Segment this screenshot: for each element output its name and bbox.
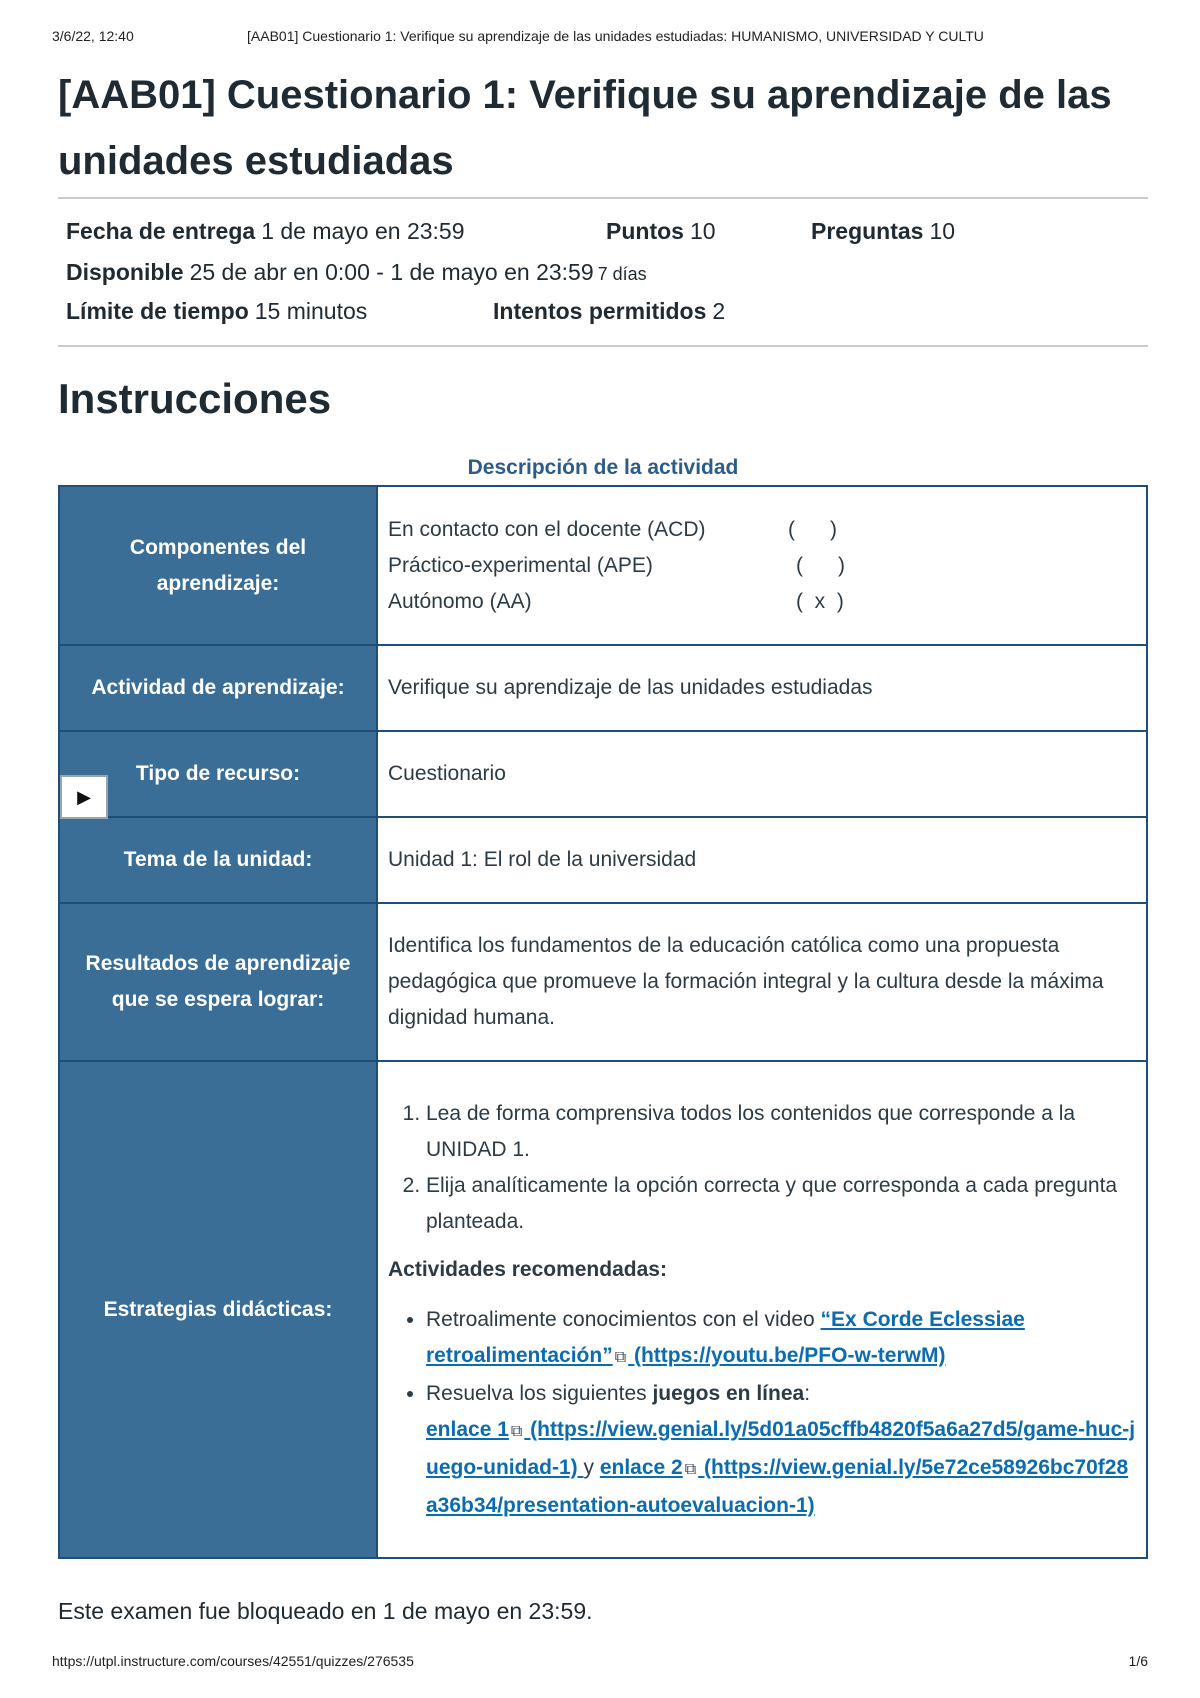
list-item: 1. Lea de forma comprensiva todos los contenidos que corresponde a la UNIDAD 1. bbox=[426, 1096, 1136, 1168]
table-caption: Descripción de la actividad bbox=[467, 456, 739, 479]
component-label: Práctico-experimental (APE) bbox=[388, 553, 653, 577]
available-days: 7 días bbox=[597, 264, 647, 284]
due-value: 1 de mayo en 23:59 bbox=[261, 218, 465, 244]
external-link-icon: ⧉ bbox=[614, 1348, 627, 1366]
video-link[interactable]: “Ex Corde Eclessiae retroalimentación” bbox=[426, 1307, 1025, 1367]
component-line bbox=[388, 548, 1136, 584]
print-datetime: 3/6/22, 12:40 bbox=[52, 28, 134, 44]
table-row bbox=[59, 731, 1147, 817]
unit-value: Unidad 1: El rol de la universidad bbox=[377, 817, 1147, 903]
print-header bbox=[52, 28, 1148, 44]
row-header-strategies: Estrategias didácticas: bbox=[59, 1061, 377, 1558]
row-header-resource: Tipo de recurso: bbox=[59, 731, 377, 817]
components-cell bbox=[377, 486, 1147, 645]
available-label: Disponible bbox=[66, 259, 184, 285]
due-date bbox=[66, 218, 465, 245]
row-header-activity: Actividad de aprendizaje: bbox=[59, 645, 377, 731]
row-header-results: Resultados de aprendizaje que se espera lograr: bbox=[59, 903, 377, 1061]
component-mark: ( ) bbox=[796, 553, 845, 577]
page-url: https://utpl.instructure.com/courses/42551/quizzes/276535 bbox=[52, 1653, 414, 1669]
page-number: 1/6 bbox=[1128, 1653, 1148, 1669]
row-header-components: Componentes del aprendizaje: bbox=[59, 486, 377, 645]
available-value: 25 de abr en 0:00 - 1 de mayo en 23:59 bbox=[189, 259, 594, 285]
bullet-text: Retroalimente conocimientos con el video bbox=[426, 1307, 821, 1331]
list-item: 2. Elija analíticamente la opción correcta y que corresponda a cada pregunta planteada. bbox=[426, 1168, 1136, 1240]
video-url-link[interactable]: (https://youtu.be/PFO-w-terwM) bbox=[628, 1343, 946, 1367]
game-link-1[interactable]: enlace 1 bbox=[426, 1417, 509, 1441]
results-value: Identifica los fundamentos de la educación católica como una propuesta pedagógica que promueve la formación integral y la cultura desde la máxima dignidad humana. bbox=[377, 903, 1147, 1061]
due-label: Fecha de entrega bbox=[66, 218, 256, 244]
play-button[interactable] bbox=[60, 775, 108, 819]
steps-list bbox=[388, 1096, 1136, 1240]
questions-value: 10 bbox=[929, 218, 956, 244]
availability bbox=[66, 259, 647, 286]
print-footer bbox=[52, 1653, 1148, 1669]
questions bbox=[811, 218, 955, 245]
game-link-2[interactable]: enlace 2 bbox=[599, 1455, 683, 1479]
list-item bbox=[426, 1302, 1136, 1376]
list-item bbox=[426, 1376, 1136, 1524]
time-limit-value: 15 minutos bbox=[254, 298, 368, 324]
points-label: Puntos bbox=[606, 218, 684, 244]
time-limit-label: Límite de tiempo bbox=[66, 298, 249, 324]
play-icon: ▶ bbox=[77, 786, 91, 807]
recommended-title: Actividades recomendadas: bbox=[388, 1257, 667, 1281]
table-row bbox=[59, 1061, 1147, 1558]
points-value: 10 bbox=[689, 218, 716, 244]
table-row bbox=[59, 486, 1147, 645]
attempts bbox=[493, 298, 725, 325]
activity-value: Verifique su aprendizaje de las unidades estudiadas bbox=[377, 645, 1147, 731]
bullet-bold: juegos en línea bbox=[652, 1381, 805, 1405]
table-row bbox=[59, 903, 1147, 1061]
attempts-label: Intentos permitidos bbox=[493, 298, 707, 324]
external-link-icon: ⧉ bbox=[684, 1460, 697, 1478]
strategies-cell bbox=[377, 1061, 1147, 1558]
table-row bbox=[59, 817, 1147, 903]
bullet-text: Resuelva los siguientes bbox=[426, 1381, 653, 1405]
row-header-unit: Tema de la unidad: bbox=[59, 817, 377, 903]
points bbox=[606, 218, 716, 245]
recommended-list bbox=[388, 1302, 1136, 1524]
activity-description-table bbox=[58, 485, 1148, 1559]
component-mark: ( x ) bbox=[796, 589, 844, 613]
component-label: En contacto con el docente (ACD) bbox=[388, 517, 706, 541]
component-mark: ( ) bbox=[788, 517, 837, 541]
component-line bbox=[388, 584, 1136, 620]
component-line bbox=[388, 512, 1136, 548]
resource-value: Cuestionario bbox=[377, 731, 1147, 817]
instructions-heading: Instrucciones bbox=[58, 375, 332, 422]
questions-label: Preguntas bbox=[811, 218, 924, 244]
lock-message: Este examen fue bloqueado en 1 de mayo en 23:59. bbox=[58, 1598, 593, 1624]
conjunction: y bbox=[583, 1455, 600, 1479]
divider bbox=[58, 345, 1148, 347]
game-link-2-url[interactable]: (https://view.genial.ly/5e72ce58926bc70f28a36b34/presentation-autoevaluacion-1) bbox=[426, 1455, 1129, 1517]
time-limit bbox=[66, 298, 367, 325]
attempts-value: 2 bbox=[712, 298, 726, 324]
print-doc-title: [AAB01] Cuestionario 1: Verifique su aprendizaje de las unidades estudiadas: HUMANISMO, UNIVERSIDAD Y CULTU bbox=[247, 28, 984, 44]
game-link-1-url[interactable]: (https://view.genial.ly/5d01a05cffb4820f5a6a27d5/game-huc-juego-unidad-1) bbox=[426, 1417, 1136, 1479]
table-row bbox=[59, 645, 1147, 731]
external-link-icon: ⧉ bbox=[510, 1422, 523, 1440]
divider bbox=[58, 197, 1148, 199]
bullet-colon: : bbox=[804, 1381, 811, 1405]
page-title: [AAB01] Cuestionario 1: Verifique su aprendizaje de las unidades estudiadas bbox=[58, 73, 1112, 183]
component-label: Autónomo (AA) bbox=[388, 589, 532, 613]
